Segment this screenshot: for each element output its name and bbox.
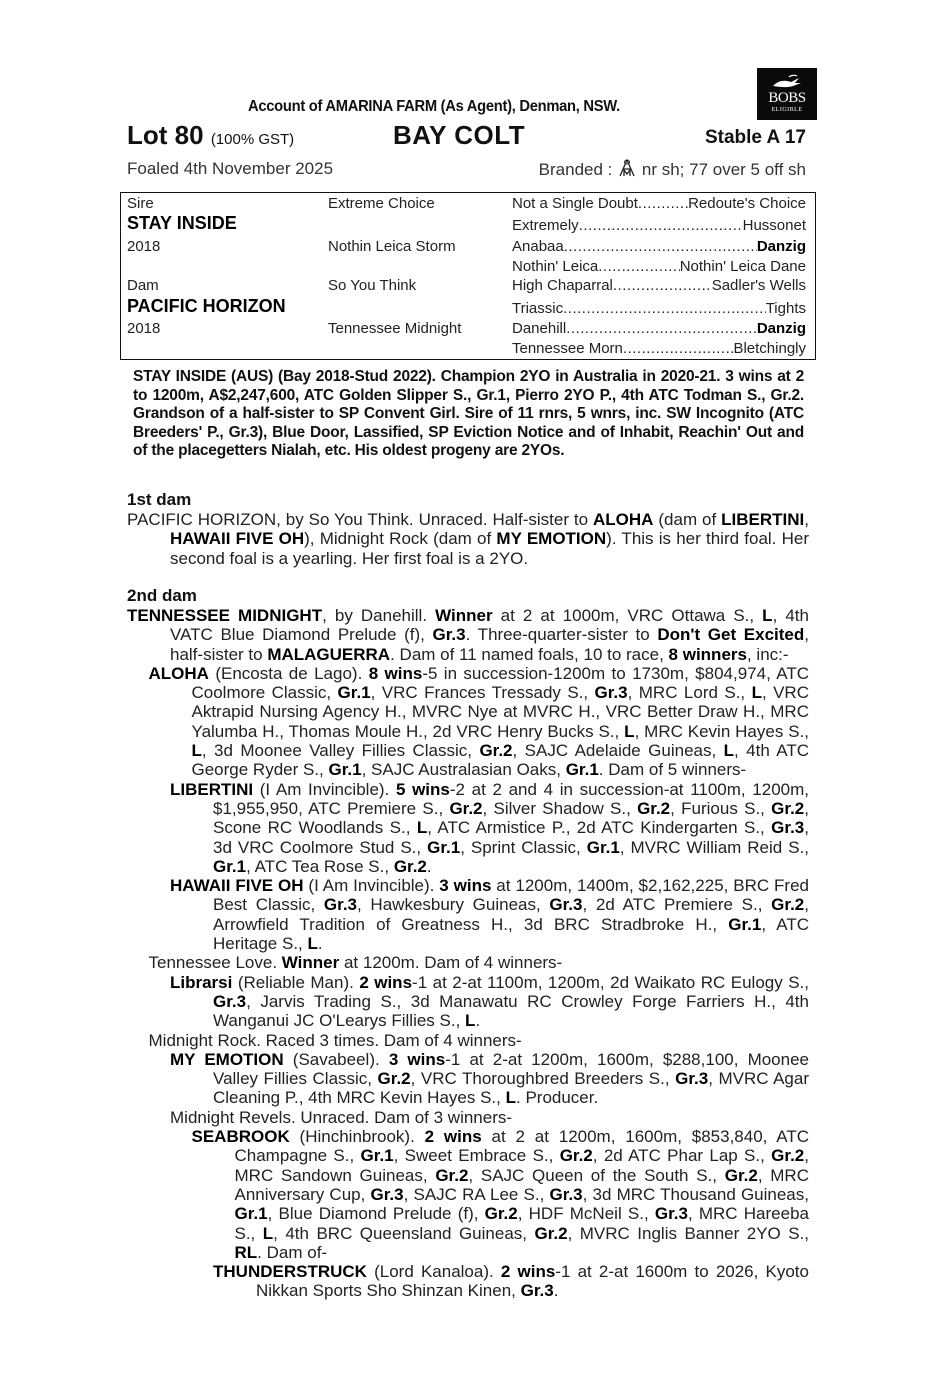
- first-dam-heading: 1st dam: [127, 490, 192, 509]
- progeny-entry: Midnight Rock. Raced 3 times. Dam of 4 winners-: [148, 1030, 522, 1050]
- dam-name: PACIFIC HORIZON: [127, 296, 286, 316]
- gen3-row: Nothin' Leica ..... Nothin' Leica Dane: [512, 258, 806, 275]
- gen3-row: Not a Single Doubt ..... Redoute's Choice: [512, 195, 806, 212]
- gen3-row: High Chaparral ..... Sadler's Wells: [512, 277, 806, 294]
- progeny-entry: Midnight Revels. Unraced. Dam of 3 winners-: [170, 1107, 513, 1127]
- gst-note: (100% GST): [210, 131, 295, 148]
- gen3-row: Anabaa ..... Danzig: [512, 238, 806, 255]
- progeny-entry: LIBERTINI (I Am Invincible). 5 wins-2 at 2 and 4 in succession-at 1100m, 1200m, $1,955,950, ATC Premiere S., Gr.2, Silver Shadow S., Gr.2, Furious S., Gr.2, Scone RC Woodlands S., L, ATC Armistice P., 2d ATC Kindergarten S., Gr.3, 3d VRC Coolmore Stud S., Gr.1, Sprint Classic, Gr.1, MVRC William Reid S., Gr.1, ATC Tea Rose S., Gr.2.: [170, 779, 809, 876]
- lot-label: Lot 80: [127, 120, 204, 150]
- lot-number: [127, 120, 294, 151]
- stable-location: Stable A 17: [704, 127, 806, 148]
- foaling-date: Foaled 4th November 2025: [127, 159, 334, 178]
- dam-year: 2018: [127, 320, 161, 337]
- dam-sire: So You Think: [328, 277, 417, 294]
- logo-bobs-text: BOBS: [768, 90, 806, 106]
- first-dam-text: PACIFIC HORIZON, by So You Think. Unraced. Half-sister to ALOHA (dam of LIBERTINI, HAWAII FIVE OH), Midnight Rock (dam of MY EMOTION). This is her third foal. Her second foal is a yearling. Her first foal is a 2YO.: [127, 510, 809, 568]
- second-dam-heading: 2nd dam: [127, 586, 197, 605]
- pedigree-table: [120, 192, 816, 360]
- second-dam-entries: [127, 606, 809, 1301]
- progeny-entry: ALOHA (Encosta de Lago). 8 wins-5 in succession-1200m to 1730m, $804,974, ATC Coolmore Classic, Gr.1, VRC Frances Tressady S., Gr.3, MRC Lord S., L, VRC Aktrapid Nursing Agency H., MVRC Nye at MVRC H., VRC Better Draw H., MRC Yalumba H., Thomas Moule H., 2d VRC Henry Bucks S., L, MRC Kevin Hayes S., L, 3d Moonee Valley Fillies Classic, Gr.2, SAJC Adelaide Guineas, L, 4th ATC George Ryder S., Gr.1, SAJC Australasian Oaks, Gr.1. Dam of 5 winners-: [148, 663, 810, 780]
- progeny-entry: Librarsi (Reliable Man). 2 wins-1 at 2-at 1100m, 1200m, 2d Waikato RC Eulogy S., Gr.3, Jarvis Trading S., 3d Manawatu RC Crowley Forge Farriers H., 4th Wanganui JC O'Learys Fillies S., L.: [170, 972, 809, 1031]
- brand-info: [539, 159, 806, 180]
- progeny-entry: TENNESSEE MIDNIGHT, by Danehill. Winner at 2 at 1000m, VRC Ottawa S., L, 4th VATC Blue Diamond Prelude (f), Gr.3. Three-quarter-sister to Don't Get Excited, half-sister to MALAGUERRA. Dam of 11 named foals, 10 to race, 8 winners, inc:-: [127, 606, 809, 664]
- sire-name: STAY INSIDE: [127, 213, 237, 233]
- sire-dam: Nothin Leica Storm: [328, 238, 456, 255]
- gen3-row: Extremely ..... Hussonet: [512, 217, 806, 234]
- gen3-row: Triassic ..... Tights: [512, 300, 806, 317]
- sire-sire: Extreme Choice: [328, 195, 435, 212]
- horse-sex-colour: BAY COLT: [393, 120, 526, 150]
- dam-label: Dam: [127, 277, 159, 294]
- progeny-entry: HAWAII FIVE OH (I Am Invincible). 3 wins at 1200m, 1400m, $2,162,225, BRC Fred Best Classic, Gr.3, Hawkesbury Guineas, Gr.3, 2d ATC Premiere S., Gr.2, Arrowfield Tradition of Greatness H., 3d BRC Stradbroke H., Gr.1, ATC Heritage S., L.: [170, 876, 809, 954]
- sire-year: 2018: [127, 238, 161, 255]
- gen3-row: Tennessee Morn ..... Bletchingly: [512, 340, 806, 357]
- progeny-entry: MY EMOTION (Savabeel). 3 wins-1 at 2-at 1200m, 1600m, $288,100, Moonee Valley Fillies Classic, Gr.2, VRC Thoroughbred Breeders S., Gr.3, MVRC Agar Cleaning P., 4th MRC Kevin Hayes S., L. Producer.: [170, 1049, 810, 1108]
- branded-text: nr sh; 77 over 5 off sh: [641, 160, 806, 179]
- sire-summary: STAY INSIDE (AUS) (Bay 2018-Stud 2022). Champion 2YO in Australia in 2020-21. 3 wins at 2 to 1200m, A$2,247,600, ATC Golden Slipper S., Gr.1, Pierro 2YO P., 4th ATC Todman S., Gr.2. Grandson of a half-sister to SP Convent Girl. Sire of 11 rnrs, 5 wnrs, inc. SW Incognito (ATC Breeders' P., Gr.3), Blue Door, Lassified, SP Eviction Notice and of Inhabit, Reachin' Out and of the placegetters Nialah, etc. His oldest progeny are 2YOs.: [133, 368, 804, 459]
- bobs-eligible-logo: [757, 68, 817, 120]
- vendor-account: Account of AMARINA FARM (As Agent), Denman, NSW.: [248, 98, 620, 115]
- progeny-entry: Tennessee Love. Winner at 1200m. Dam of 4 winners-: [148, 953, 563, 973]
- gen3-row: Danehill ..... Danzig: [512, 320, 806, 337]
- bobs-horse-logo-icon: [771, 74, 803, 90]
- progeny-entry: THUNDERSTRUCK (Lord Kanaloa). 2 wins-1 at 2-at 1600m to 2026, Kyoto Nikkan Sports Sho Shinzan Kinen, Gr.3.: [213, 1262, 809, 1301]
- branded-label: Branded :: [538, 160, 613, 179]
- dam-dam: Tennessee Midnight: [328, 320, 462, 337]
- sire-label: Sire: [127, 195, 154, 212]
- logo-eligible-text: ELIGIBLE: [771, 107, 803, 113]
- progeny-entry: SEABROOK (Hinchinbrook). 2 wins at 2 at 1200m, 1600m, $853,840, ATC Champagne S., Gr.1, Sweet Embrace S., Gr.2, 2d ATC Phar Lap S., Gr.2, MRC Sandown Guineas, Gr.2, SAJC Queen of the South S., Gr.2, MRC Anniversary Cup, Gr.3, SAJC RA Lee S., Gr.3, 3d MRC Thousand Guineas, Gr.1, Blue Diamond Prelude (f), Gr.2, HDF McNeil S., Gr.3, MRC Hareeba S., L, 4th BRC Queensland Guineas, Gr.2, MVRC Inglis Banner 2YO S., RL. Dam of-: [191, 1127, 810, 1262]
- brand-mark-icon: [617, 159, 637, 177]
